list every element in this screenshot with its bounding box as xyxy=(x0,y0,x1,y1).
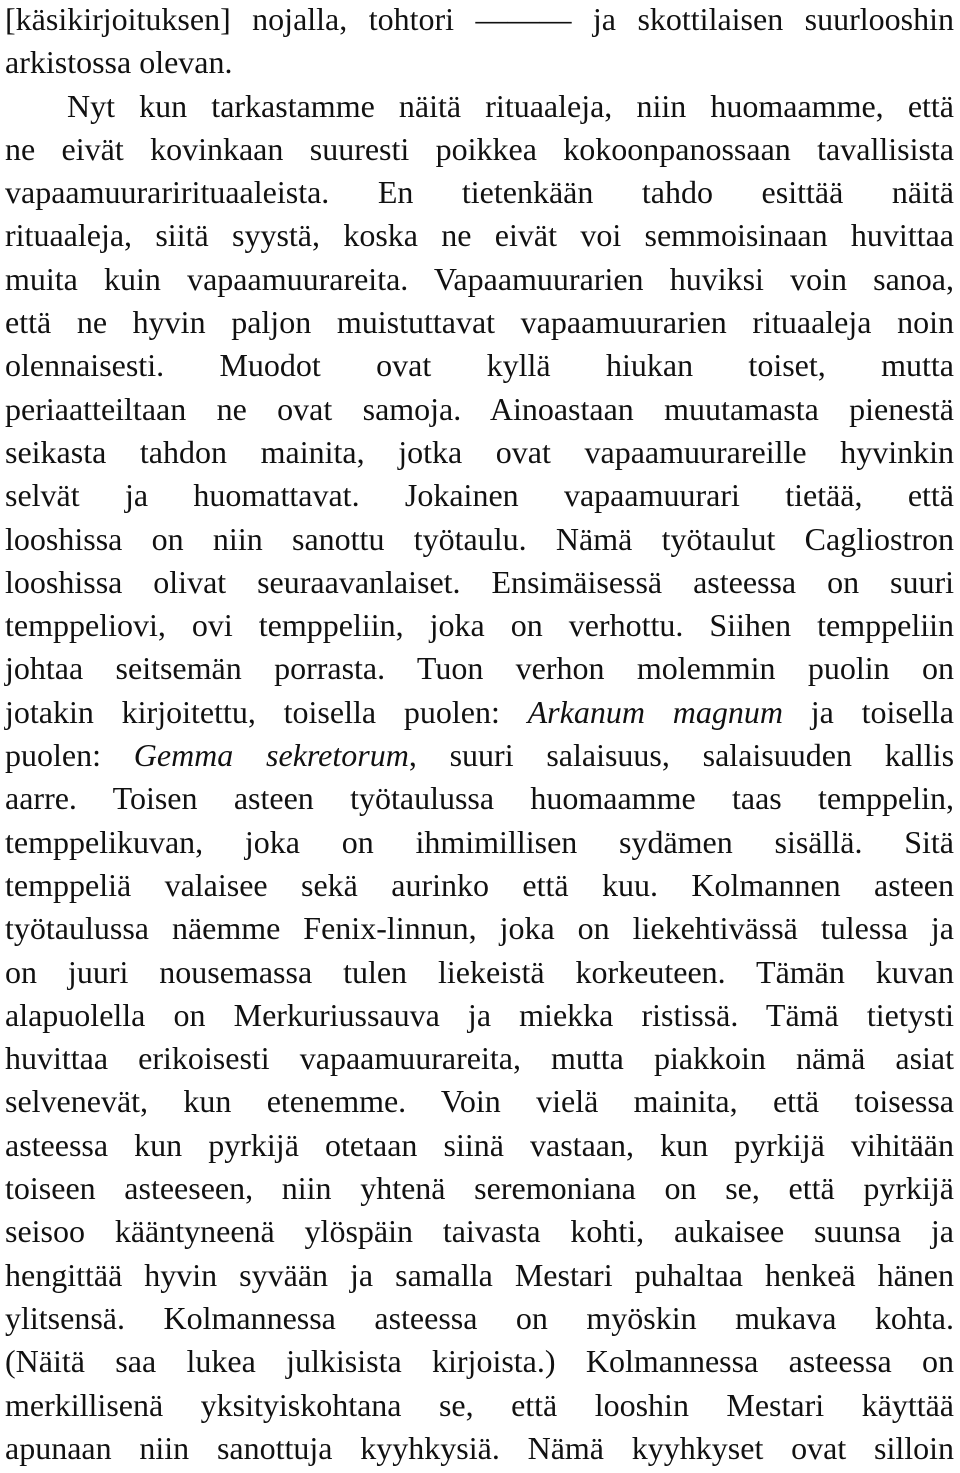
line-text: toiseen asteeseen, niin yhtenä seremoniana on se, että pyrkijä xyxy=(5,1170,954,1207)
line-text: temppelikuvan, joka on ihmimillisen sydämen sisällä. Sitä xyxy=(5,823,954,860)
text-line xyxy=(5,907,954,950)
line-text: vapaamuurarirituaaleista. En tietenkään tahdo esittää näitä xyxy=(5,174,954,211)
line-text: ne eivät kovinkaan suuresti poikkea kokoonpanossaan tavallisista xyxy=(5,130,954,167)
line-text: temppeliä valaisee sekä aurinko että kuu. Kolmannen asteen xyxy=(5,866,954,903)
text-line xyxy=(5,821,954,864)
line-text: olennaisesti. Muodot ovat kyllä hiukan toiset, mutta xyxy=(5,347,954,384)
text-line xyxy=(5,1427,954,1470)
text-line xyxy=(5,1037,954,1080)
text-line xyxy=(5,647,954,690)
line-text: asteessa kun pyrkijä otetaan siinä vastaan, kun pyrkijä vihitään xyxy=(5,1126,954,1163)
italic-term: Arkanum magnum xyxy=(527,693,783,730)
line-text: ja toisella xyxy=(782,693,954,730)
line-text: looshissa on niin sanottu työtaulu. Nämä työtaulut Cagliostron xyxy=(5,520,954,557)
text-line xyxy=(5,691,954,734)
line-text: seikasta tahdon mainita, jotka ovat vapaamuurareille hyvinkin xyxy=(5,433,954,470)
line-text: seisoo kääntyneenä ylöspäin taivasta kohti, aukaisee suunsa ja xyxy=(5,1213,954,1250)
line-text: periaatteiltaan ne ovat samoja. Ainoastaan muutamasta pienestä xyxy=(5,390,954,427)
text-line xyxy=(5,0,954,41)
line-text: muita kuin vapaamuurareita. Vapaamuurarien huviksi voin sanoa, xyxy=(5,260,954,297)
text-line xyxy=(5,604,954,647)
text-line xyxy=(5,301,954,344)
text-line xyxy=(5,1124,954,1167)
text-line xyxy=(5,258,954,301)
text-line xyxy=(5,344,954,387)
text-line xyxy=(5,1167,954,1210)
text-line xyxy=(5,994,954,1037)
text-line xyxy=(5,734,954,777)
text-line xyxy=(5,388,954,431)
line-text: apunaan niin sanottuja kyyhkysiä. Nämä kyyhkyset ovat silloin xyxy=(5,1429,954,1466)
line-text: [käsikirjoituksen] nojalla, tohtori ――― ja skottilaisen suurlooshin xyxy=(5,1,954,37)
text-line xyxy=(5,128,954,171)
text-line xyxy=(5,214,954,257)
line-text: temppeliovi, ovi temppeliin, joka on verhottu. Siihen temppeliin xyxy=(5,607,954,644)
line-text: Nyt kun tarkastamme näitä rituaaleja, niin huomaamme, että xyxy=(67,87,954,124)
text-line xyxy=(5,777,954,820)
line-text: selvenevät, kun etenemme. Voin vielä mainita, että toisessa xyxy=(5,1083,954,1120)
line-text: on juuri nousemassa tulen liekeistä korkeuteen. Tämän kuvan xyxy=(5,953,954,990)
text-line xyxy=(5,561,954,604)
line-text: looshissa olivat seuraavanlaiset. Ensimäisessä asteessa on suuri xyxy=(5,563,954,600)
line-text: merkillisenä yksityiskohtana se, että looshin Mestari käyttää xyxy=(5,1386,954,1423)
line-text: puolen: xyxy=(5,737,134,774)
line-text: aarre. Toisen asteen työtaulussa huomaamme taas temppelin, xyxy=(5,780,954,817)
italic-term: Gemma sekretorum xyxy=(133,737,409,774)
text-line xyxy=(5,518,954,561)
line-text: huvittaa erikoisesti vapaamuurareita, mutta piakkoin nämä asiat xyxy=(5,1040,954,1077)
line-text: että ne hyvin paljon muistuttavat vapaamuurarien rituaaleja noin xyxy=(5,304,954,341)
line-text: ylitsensä. Kolmannessa asteessa on myöskin mukava kohta. xyxy=(5,1299,954,1336)
line-text: alapuolella on Merkuriussauva ja miekka ristissä. Tämä tietysti xyxy=(5,996,954,1033)
line-text: työtaulussa näemme Fenix-linnun, joka on liekehtivässä tulessa ja xyxy=(5,910,954,947)
line-text: jotakin kirjoitettu, toisella puolen: xyxy=(5,693,528,730)
text-line xyxy=(5,951,954,994)
text-line xyxy=(5,864,954,907)
text-line xyxy=(5,1384,954,1427)
line-text: , suuri salaisuus, salaisuuden kallis xyxy=(408,737,955,774)
line-text: selvät ja huomattavat. Jokainen vapaamuurari tietää, että xyxy=(5,477,954,514)
line-text: rituaaleja, siitä syystä, koska ne eivät voi semmoisinaan huvittaa xyxy=(5,217,954,254)
text-line xyxy=(5,1254,954,1297)
text-line xyxy=(5,1340,954,1383)
text-line xyxy=(5,171,954,214)
text-line xyxy=(5,1210,954,1253)
paragraph-first-line xyxy=(5,85,954,128)
line-text: arkistossa olevan. xyxy=(5,44,233,81)
text-line xyxy=(5,431,954,474)
line-text: (Näitä saa lukea julkisista kirjoista.) Kolmannessa asteessa on xyxy=(5,1343,954,1380)
text-line xyxy=(5,1080,954,1123)
text-line xyxy=(5,474,954,517)
line-text: johtaa seitsemän porrasta. Tuon verhon molemmin puolin on xyxy=(5,650,954,687)
text-line xyxy=(5,1297,954,1340)
text-line xyxy=(5,41,954,84)
line-text: hengittää hyvin syvään ja samalla Mestari puhaltaa henkeä hänen xyxy=(5,1256,954,1293)
